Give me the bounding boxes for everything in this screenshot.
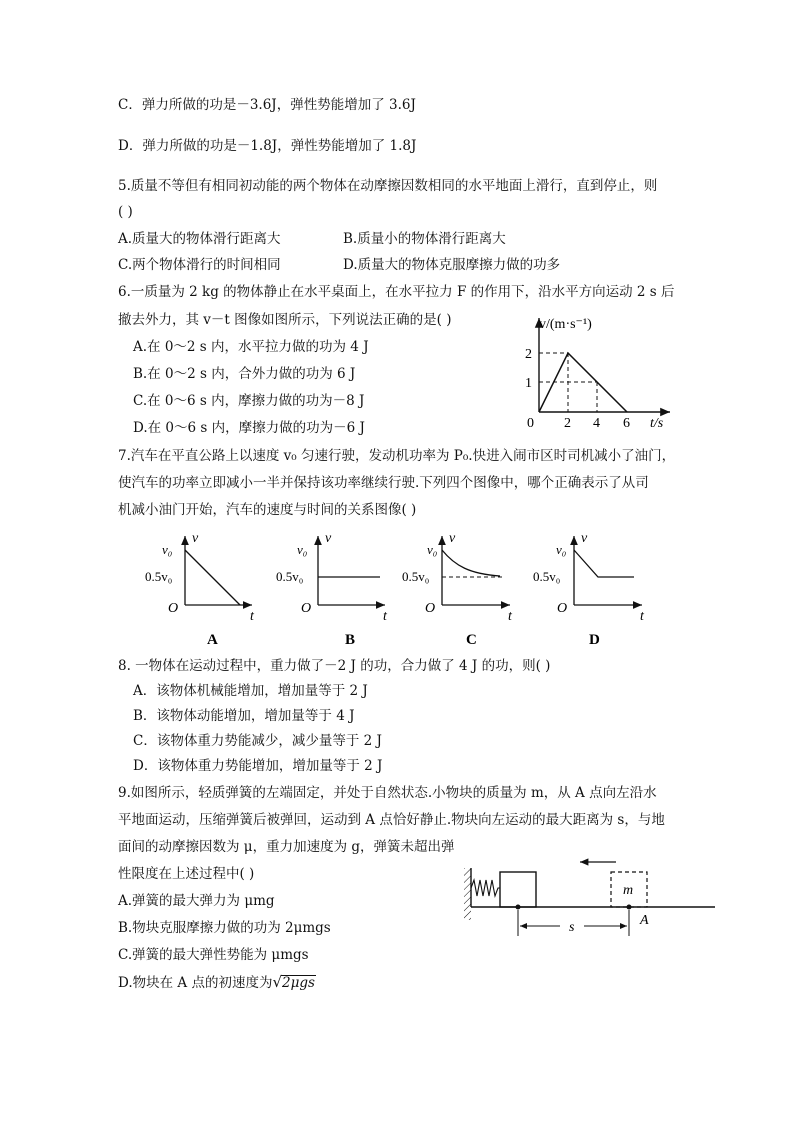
mass-label: m	[623, 883, 634, 898]
q9-option-a: A.弹簧的最大弹力为 μmg	[118, 893, 275, 909]
q8-option-b: B．该物体动能增加，增加量等于 4 J	[133, 708, 355, 724]
q9-option-c: C.弹簧的最大弹性势能为 μmgs	[118, 947, 309, 963]
q6-graph-ytick: 1	[525, 376, 532, 391]
q5-option-a: A.质量大的物体滑行距离大	[118, 231, 281, 247]
q7-graph-v-label: v	[192, 531, 199, 546]
point-left	[516, 905, 521, 910]
block-compressed	[500, 872, 536, 907]
q7-graph-origin: O	[301, 601, 312, 616]
distance-label: s	[569, 920, 575, 935]
sqrt-sign: √	[272, 973, 283, 991]
q9-option-d-text: D.物块在 A 点的初速度为	[118, 975, 273, 991]
q8-option-d: D．该物体重力势能增加，增加量等于 2 J	[133, 758, 383, 774]
q4-option-c: C．弹力所做的功是－3.6J，弹性势能增加了 3.6J	[118, 97, 416, 113]
q9-stem-line3: 面间的动摩擦因数为 μ，重力加速度为 g，弹簧未超出弹	[118, 839, 455, 855]
q7-graph-t-label: t	[250, 609, 254, 624]
q7-graph-d-curve	[574, 550, 634, 577]
q7-graph-a	[145, 531, 255, 648]
q7-graph-half: 0.5v₀	[533, 569, 561, 584]
q7-stem-line3: 机减小油门开始，汽车的速度与时间的关系图像( )	[118, 502, 417, 518]
q8-stem: 8. 一物体在运动过程中，重力做了－2 J 的功，合力做了 4 J 的功，则( )	[118, 658, 551, 674]
q5-answer-paren: ( )	[118, 204, 133, 220]
q7-graph-v-label: v	[581, 531, 588, 546]
q7-graph-b-label: B	[345, 632, 356, 648]
q7-graph-half: 0.5v₀	[402, 569, 430, 584]
q7-graph-a-label: A	[207, 632, 218, 648]
q6-graph-origin: 0	[527, 416, 534, 431]
q5-option-d: D.质量大的物体克服摩擦力做的功多	[343, 257, 561, 273]
q9-option-d-radicand: 2μgs	[282, 975, 315, 991]
q7-graph-v0: v₀	[427, 542, 438, 557]
q7-graph-c-curve	[442, 550, 500, 576]
q6-graph-ylabel: v/(m·s⁻¹)	[539, 317, 592, 332]
q5-option-c: C.两个物体滑行的时间相同	[118, 257, 281, 273]
q7-graph-b	[276, 531, 388, 648]
q7-graph-origin: O	[557, 601, 568, 616]
q7-graph-v-label: v	[449, 531, 456, 546]
q6-option-c: C.在 0～6 s 内，摩擦力做的功为－8 J	[133, 393, 365, 409]
q7-graph-origin: O	[425, 601, 436, 616]
q7-graph-c	[402, 531, 513, 648]
q6-option-b: B.在 0～2 s 内，合外力做的功为 6 J	[133, 366, 356, 382]
wall-hatch	[464, 868, 471, 920]
q7-graph-t-label: t	[383, 609, 387, 624]
q9-spring-figure	[460, 858, 720, 940]
spring	[471, 880, 500, 896]
q7-graph-half: 0.5v₀	[145, 569, 173, 584]
q6-graph-xtick: 4	[593, 416, 600, 431]
q7-graph-c-label: C	[466, 632, 477, 648]
q9-stem-line4: 性限度在上述过程中( )	[118, 866, 255, 882]
q7-graph-v0: v₀	[162, 542, 173, 557]
q7-stem-line2: 使汽车的功率立即减小一半并保持该功率继续行驶.下列四个图像中，哪个正确表示了从司	[118, 475, 649, 491]
q9-option-b: B.物块克服摩擦力做的功为 2μmgs	[118, 920, 331, 936]
q4-option-d: D．弹力所做的功是－1.8J，弹性势能增加了 1.8J	[118, 138, 417, 154]
q7-graph-d-label: D	[589, 632, 600, 648]
q7-graph-v0: v₀	[297, 542, 308, 557]
q6-stem-line2: 撤去外力，其 v－t 图像如图所示，下列说法正确的是( )	[118, 312, 452, 328]
q7-graph-t-label: t	[508, 609, 512, 624]
q7-graph-half: 0.5v₀	[276, 569, 304, 584]
q6-option-d: D.在 0～6 s 内，摩擦力做的功为－6 J	[133, 420, 365, 436]
point-a	[627, 905, 632, 910]
q6-graph-xtick: 6	[623, 416, 630, 431]
q6-graph-ytick: 2	[525, 347, 532, 362]
point-a-label: A	[640, 913, 649, 928]
q6-option-a: A.在 0～2 s 内，水平拉力做的功为 4 J	[133, 339, 369, 355]
q7-graph-origin: O	[168, 601, 179, 616]
q7-stem-line1: 7.汽车在平直公路上以速度 v₀ 匀速行驶，发动机功率为 P₀.快进入闹市区时司机减小了油门，	[118, 448, 676, 464]
q6-graph-xlabel: t/s	[650, 416, 664, 431]
q8-option-c: C．该物体重力势能减少，减少量等于 2 J	[133, 733, 382, 749]
q8-option-a: A．该物体机械能增加，增加量等于 2 J	[133, 683, 368, 699]
q9-stem-line1: 9.如图所示，轻质弹簧的左端固定，并处于自然状态.小物块的质量为 m，从 A 点向左沿水	[118, 785, 657, 801]
q5-stem: 5.质量不等但有相同初动能的两个物体在动摩擦因数相同的水平地面上滑行，直到停止，则	[118, 178, 658, 194]
q6-vt-graph	[525, 310, 675, 432]
q9-stem-line2: 平地面运动，压缩弹簧后被弹回，运动到 A 点恰好静止.物块向左运动的最大距离为 s，与地	[118, 812, 665, 828]
q7-graph-a-curve	[185, 550, 240, 605]
q7-graph-v-label: v	[325, 531, 332, 546]
q9-option-d	[118, 973, 316, 992]
q7-graphs	[140, 528, 660, 652]
q6-graph-xtick: 2	[564, 416, 571, 431]
q6-stem-line1: 6.一质量为 2 kg 的物体静止在水平桌面上，在水平拉力 F 的作用下，沿水平方向运动 2 s 后	[118, 284, 675, 300]
q5-option-b: B.质量小的物体滑行距离大	[343, 231, 506, 247]
q7-graph-d	[533, 531, 645, 648]
q7-graph-v0: v₀	[556, 542, 567, 557]
q7-graph-t-label: t	[640, 609, 644, 624]
